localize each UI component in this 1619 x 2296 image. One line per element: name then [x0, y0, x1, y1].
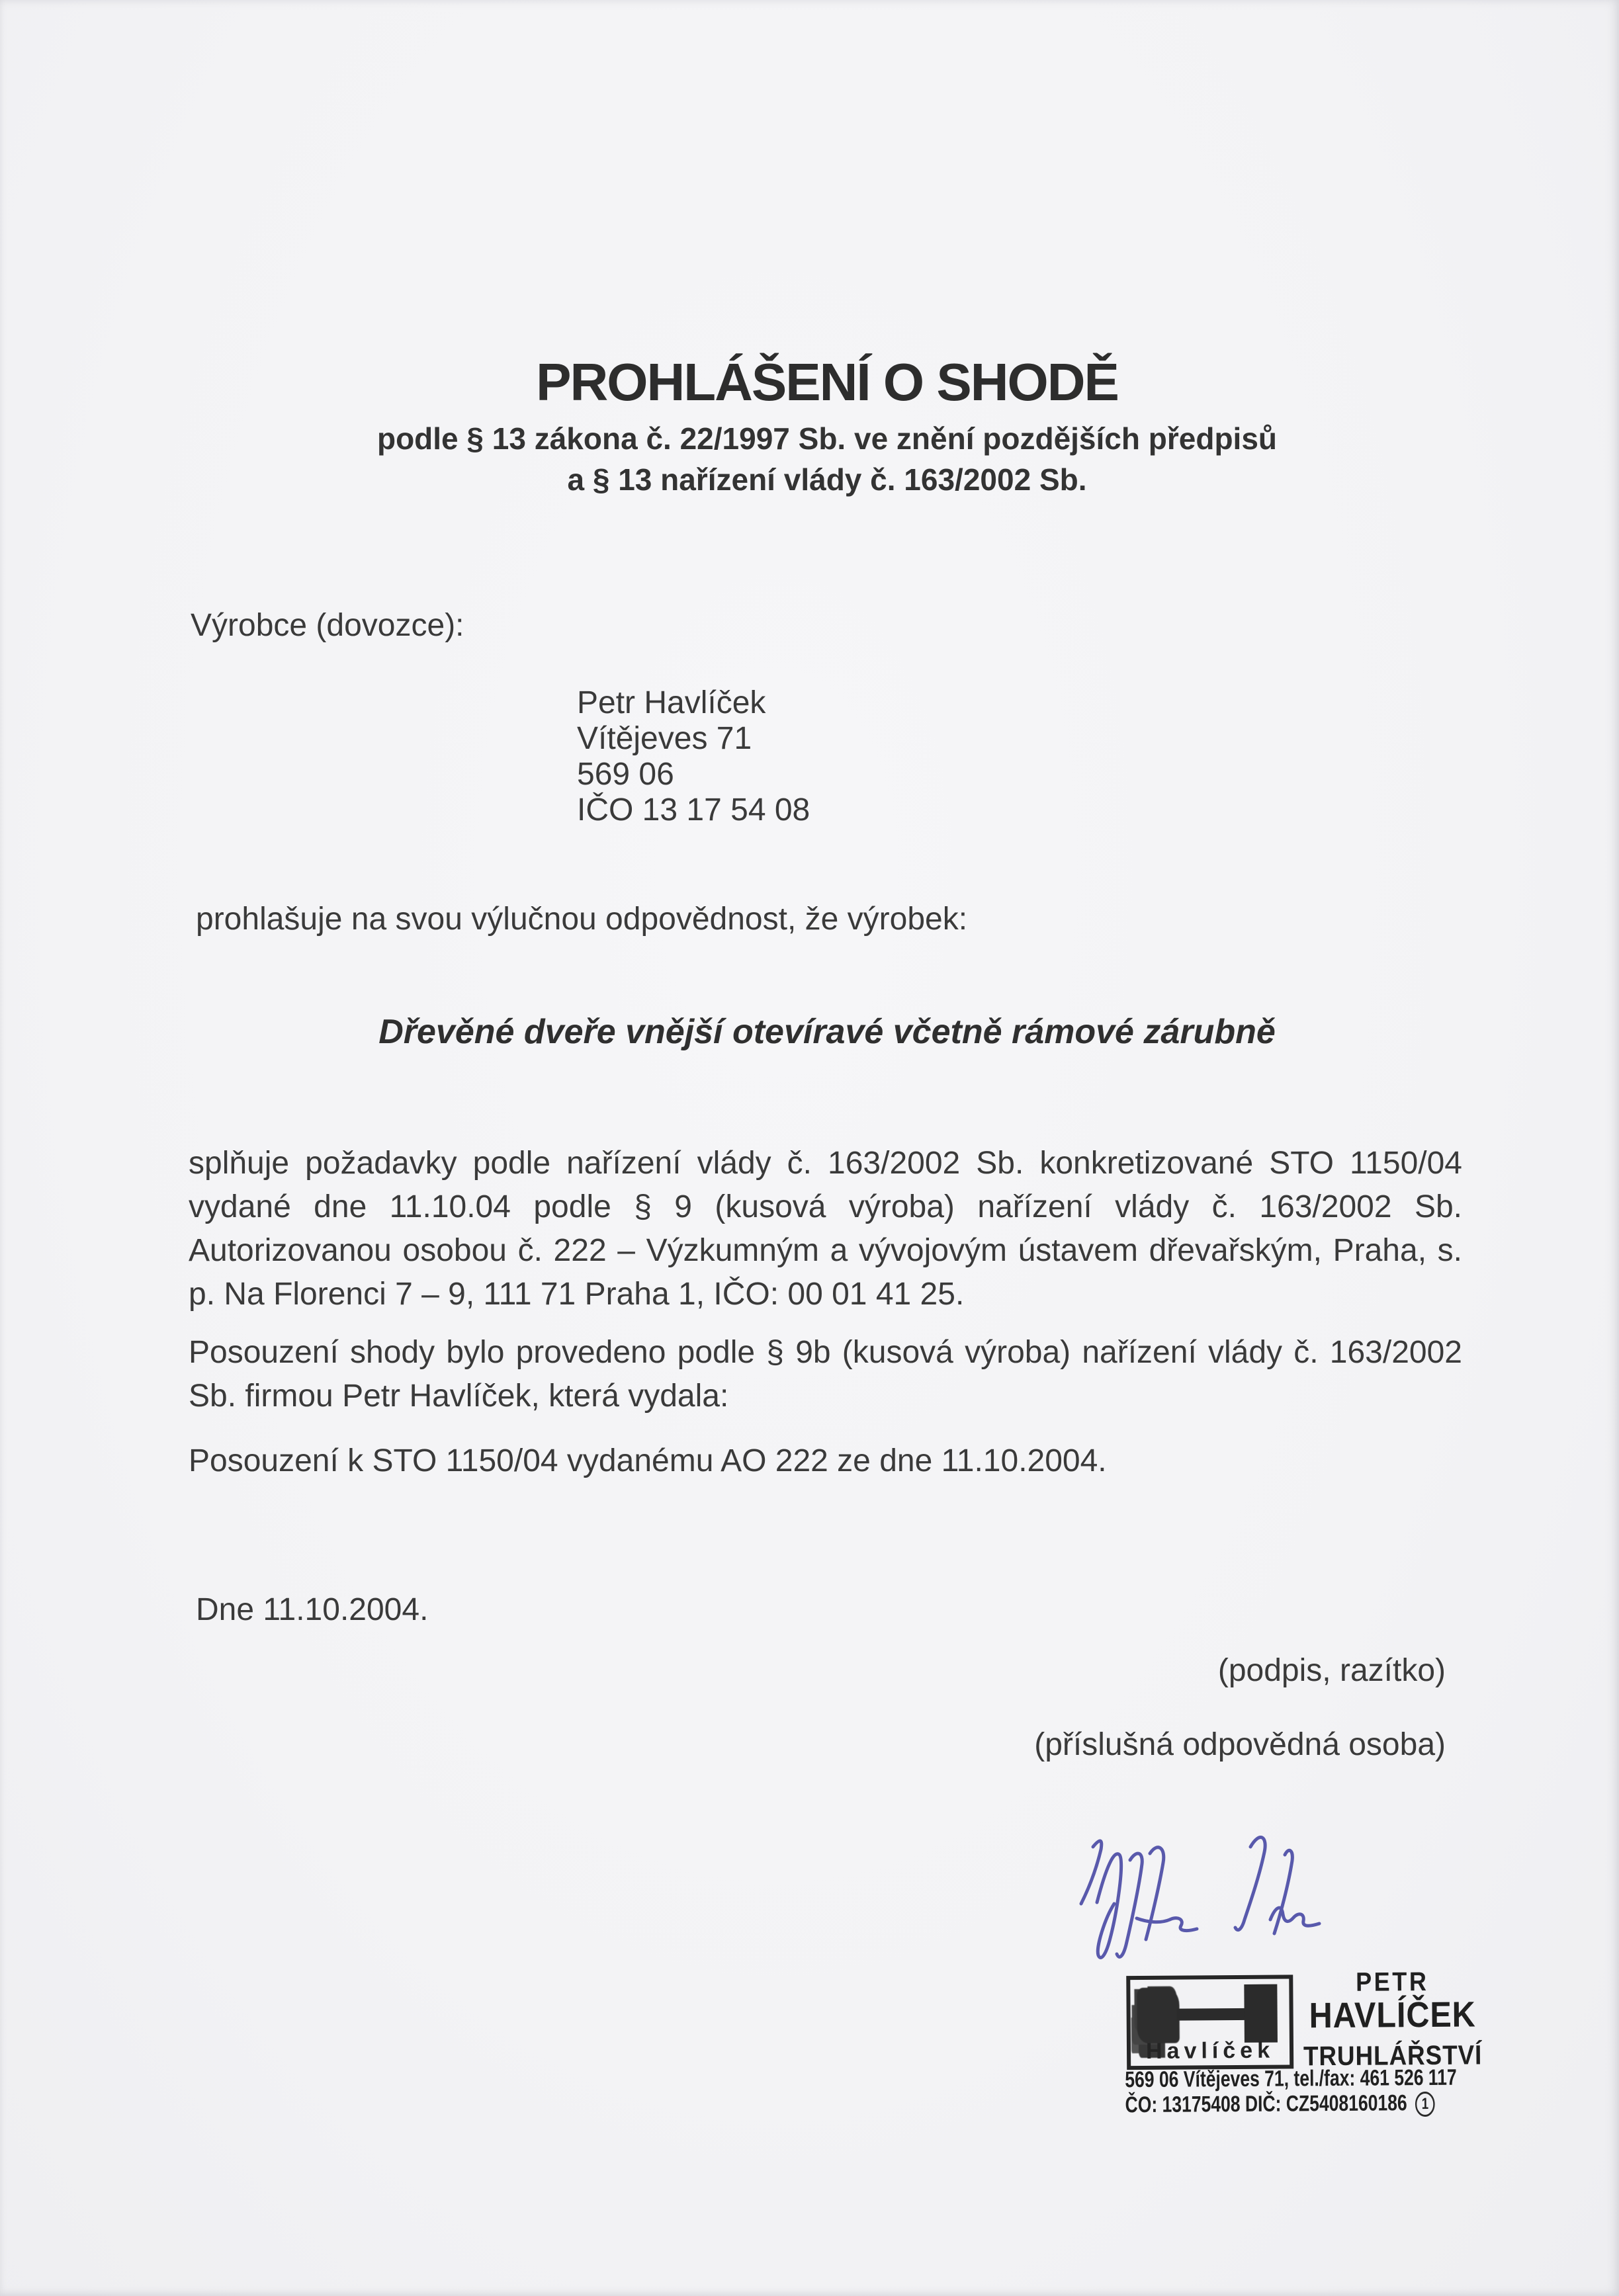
stamp-copy-number-icon: 1	[1415, 2092, 1435, 2117]
stamp-footer	[1125, 2064, 1517, 2119]
handwritten-signature-icon	[1052, 1819, 1350, 1971]
stamp-name-line-3: TRUHLÁŘSTVÍ	[1303, 2039, 1483, 2072]
producer-name: Petr Havlíček	[577, 685, 766, 720]
stamp-address-line: 569 06 Vítějeves 71, tel./fax: 461 526 117	[1125, 2064, 1457, 2093]
stamp-name-line-1: PETR	[1355, 1967, 1429, 1997]
document-title: PROHLÁŠENÍ O SHODĚ	[536, 353, 1118, 411]
stamp-ids-text: ČO: 13175408 DIČ: CZ5408160186	[1125, 2090, 1407, 2118]
paragraph-assessment: Posouzení shody bylo provedeno podle § 9b (kusová výroba) nařízení vlády č. 163/2002 Sb. firmou Petr Havlíček, která vydala:	[189, 1335, 1462, 1414]
signature-hint: (podpis, razítko)	[1217, 1653, 1446, 1688]
producer-address-block	[577, 685, 810, 828]
stamp-ids-line	[1125, 2090, 1517, 2119]
date-line: Dne 11.10.2004.	[196, 1592, 429, 1627]
stamp-logo-box	[1126, 1975, 1293, 2070]
stamp-logo-crossbar-icon	[1177, 2008, 1250, 2021]
stamp-logo-right-block-icon	[1244, 1984, 1278, 2043]
product-name: Dřevěné dveře vnější otevíravé včetně rámové zárubně	[378, 1013, 1276, 1051]
subtitle-line-2: a § 13 nařízení vlády č. 163/2002 Sb.	[567, 462, 1087, 497]
stamp-company-name	[1285, 1968, 1500, 2070]
stamp-logo-left-block-icon	[1137, 1988, 1180, 2043]
stamp-name-line-2: HAVLÍČEK	[1309, 1994, 1476, 2036]
responsible-person-hint: (příslušná odpovědná osoba)	[1034, 1727, 1446, 1762]
company-stamp	[1124, 1967, 1542, 2128]
document-subtitle	[189, 418, 1466, 500]
producer-label: Výrobce (dovozce):	[191, 608, 464, 643]
subtitle-line-1: podle § 13 zákona č. 22/1997 Sb. ve znění pozdějších předpisů	[376, 421, 1278, 456]
paragraph-compliance: splňuje požadavky podle nařízení vlády č. 163/2002 Sb. konkretizované STO 1150/04 vydané dne 11.10.04 podle § 9 (kusová výroba) nařízení vlády č. 163/2002 Sb. Autorizovanou osobou č. 222 – Výzkumným a vývojovým ústavem dřevařským, Praha, s. p. Na Florenci 7 – 9, 111 71 Praha 1, IČO: 00 01 41 25.	[189, 1146, 1462, 1312]
paragraph-result: Posouzení k STO 1150/04 vydanému AO 222 ze dne 11.10.2004.	[189, 1443, 1107, 1478]
producer-ico: IČO 13 17 54 08	[577, 792, 810, 828]
declaration-intro: prohlašuje na svou výlučnou odpovědnost, že výrobek:	[196, 902, 968, 937]
producer-street: Vítějeves 71	[577, 721, 752, 756]
producer-zip: 569 06	[577, 757, 674, 792]
stamp-logo-label: Havlíček	[1145, 2037, 1275, 2064]
